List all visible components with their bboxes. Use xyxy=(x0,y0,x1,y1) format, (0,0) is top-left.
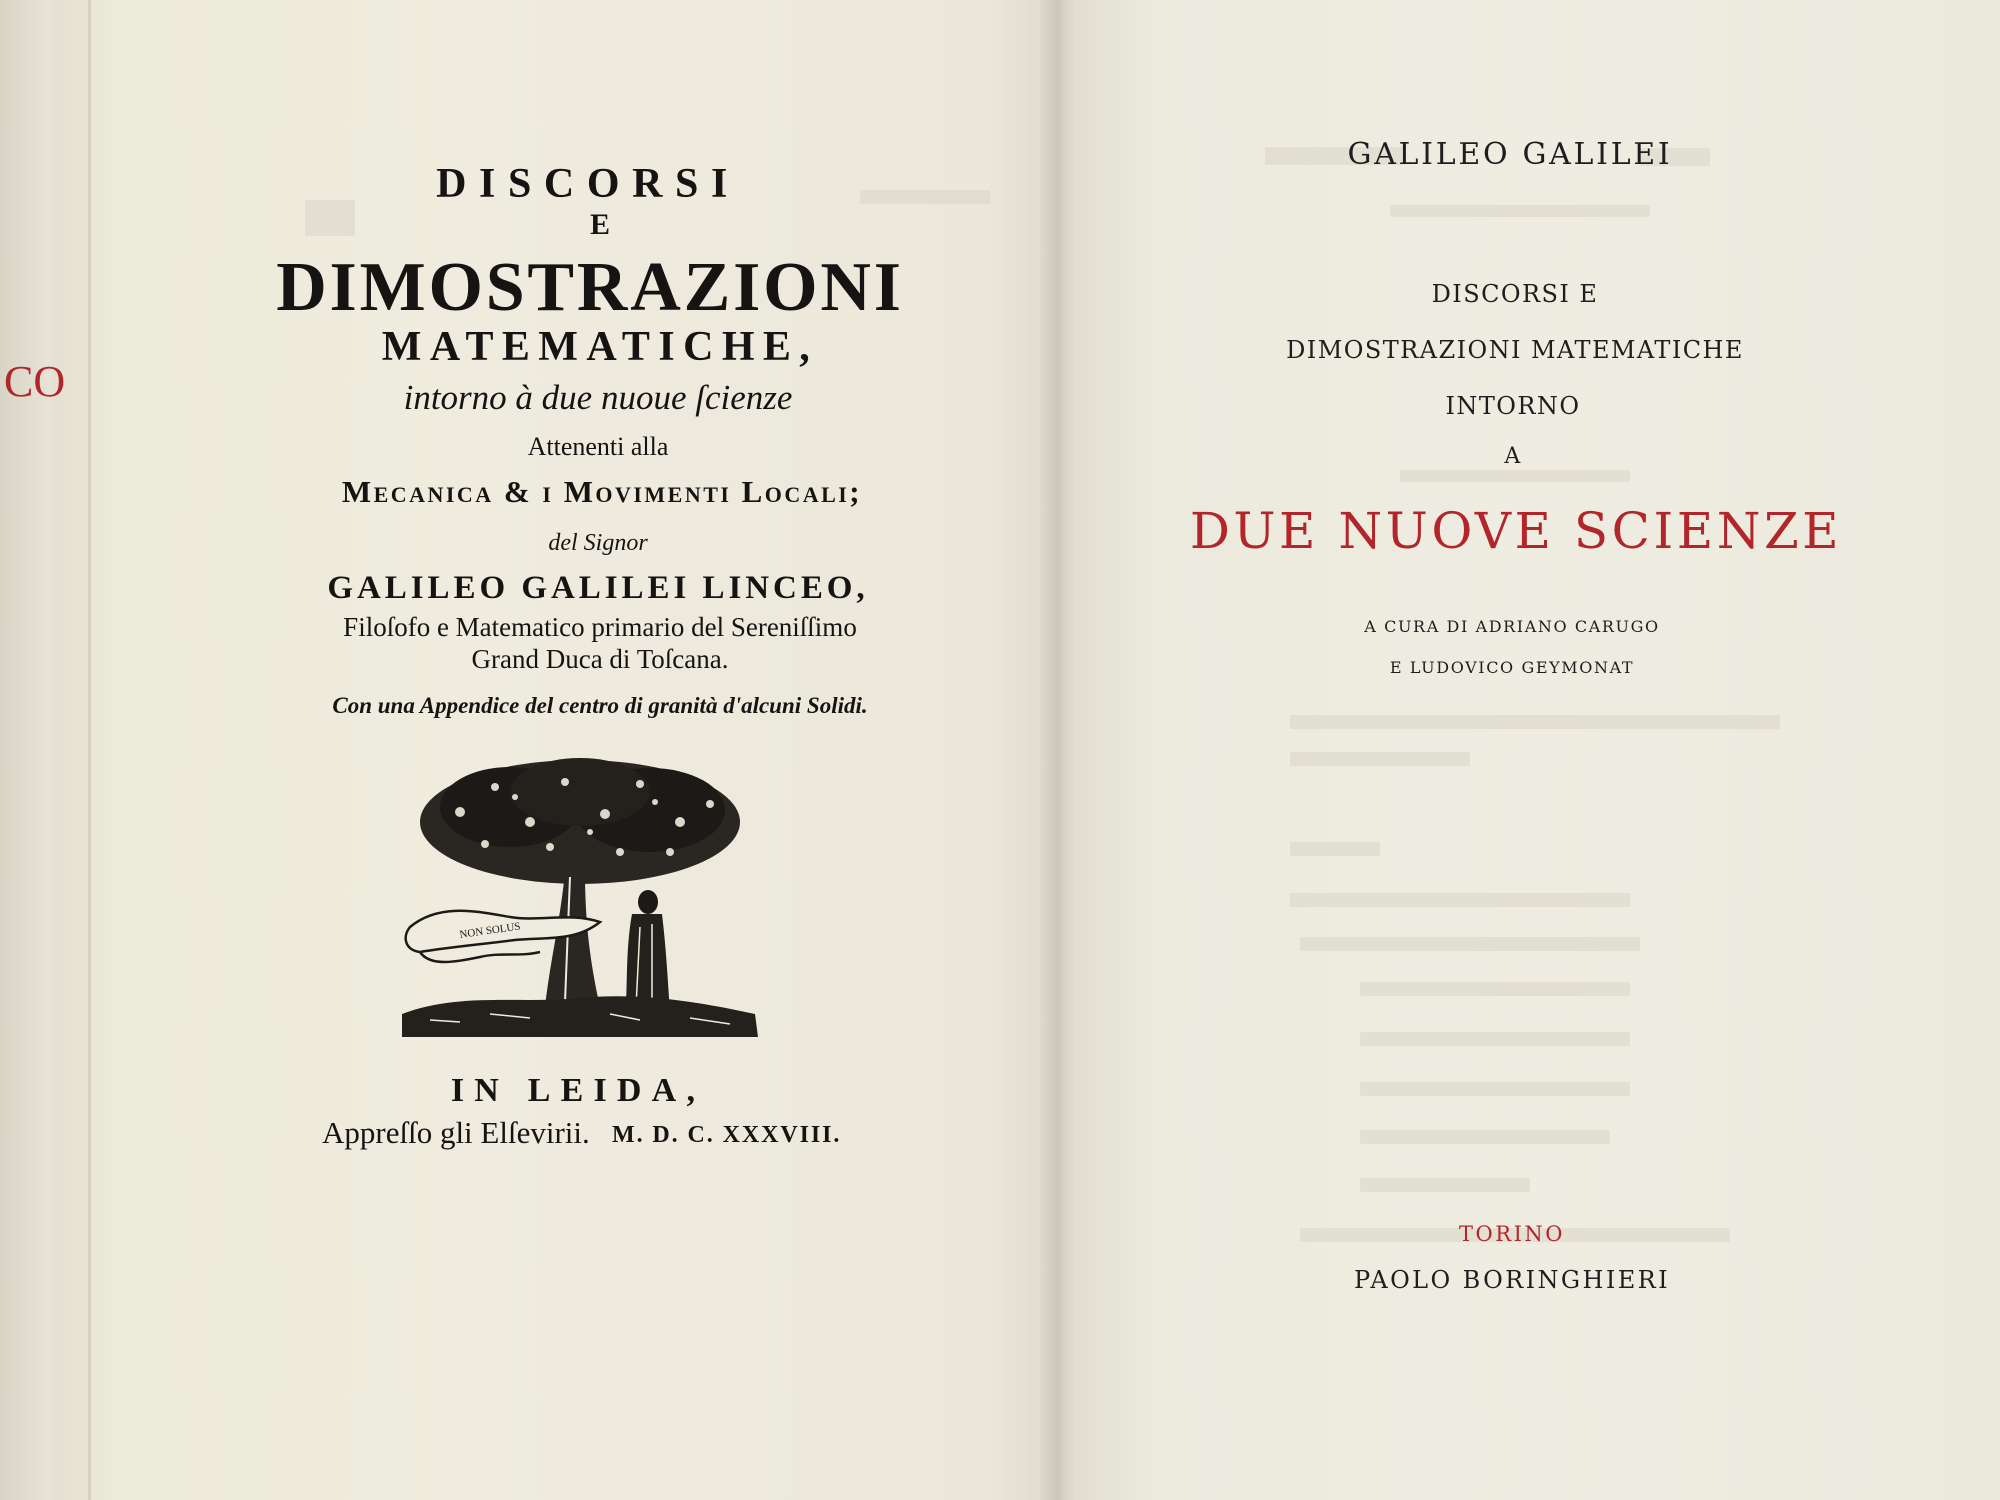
show-through xyxy=(1290,893,1630,907)
facsimile-title-line3: DIMOSTRAZIONI xyxy=(276,249,904,326)
publisher-name: PAOLO BORINGHIERI xyxy=(1354,1266,1670,1294)
facsimile-role-line2: Grand Duca di Toſcana. xyxy=(471,644,729,674)
publisher-city: TORINO xyxy=(1458,1222,1566,1246)
facsimile-title-line4: MATEMATICHE, xyxy=(381,324,819,370)
title-line4: A xyxy=(1504,444,1522,469)
show-through xyxy=(1290,842,1380,856)
show-through xyxy=(1360,982,1630,996)
facsimile-place: IN LEIDA, xyxy=(450,1072,706,1109)
show-through xyxy=(1360,1130,1610,1144)
facsimile-author: GALILEO GALILEI LINCEO, xyxy=(327,570,869,606)
facsimile-attenenti: Attenenti alla xyxy=(527,432,669,461)
main-title: DUE NUOVE SCIENZE xyxy=(1189,502,1843,560)
emblem-motto: NON SOLUS xyxy=(458,920,522,941)
title-line1: DISCORSI E xyxy=(1431,280,1599,308)
page-edge-line xyxy=(88,0,91,1500)
show-through xyxy=(1390,205,1650,217)
facsimile-role-line1: Filoſofo e Matematico primario del Sereniſſimo xyxy=(343,612,857,642)
facsimile-appendix: Con una Appendice del centro di granità d'alcuni Solidi. xyxy=(332,693,868,718)
show-through xyxy=(1290,752,1470,766)
editors-line2: E LUDOVICO GEYMONAT xyxy=(1389,658,1635,677)
show-through xyxy=(1300,937,1640,951)
previous-page-fragment: CO xyxy=(4,357,66,406)
editors-line1: A CURA DI ADRIANO CARUGO xyxy=(1364,617,1660,636)
show-through xyxy=(1400,470,1630,482)
facsimile-title-line2: E xyxy=(589,208,611,241)
facsimile-year: M. D. C. XXXVIII. xyxy=(612,1122,842,1148)
facsimile-del-signor: del Signor xyxy=(548,530,648,556)
facsimile-mecanica: Mecanica & i Movimenti Locali; xyxy=(341,474,863,509)
book-gutter xyxy=(1040,0,1080,1500)
facsimile-imprint: Appreſſo gli Elſevirii. xyxy=(322,1115,590,1150)
show-through xyxy=(305,200,355,236)
left-page xyxy=(56,0,1059,1500)
facsimile-subtitle: intorno à due nuoue ſcienze xyxy=(403,378,793,417)
title-line3: INTORNO xyxy=(1445,392,1581,420)
elzevir-emblem-illustration xyxy=(400,752,760,1042)
show-through xyxy=(1360,1032,1630,1046)
show-through xyxy=(860,190,990,204)
author-name: GALILEO GALILEI xyxy=(1347,137,1673,172)
title-line2: DIMOSTRAZIONI MATEMATICHE xyxy=(1286,336,1744,364)
facsimile-title-line1: DISCORSI xyxy=(436,161,740,207)
show-through xyxy=(1360,1082,1630,1096)
show-through xyxy=(1360,1178,1530,1192)
show-through xyxy=(1290,715,1780,729)
